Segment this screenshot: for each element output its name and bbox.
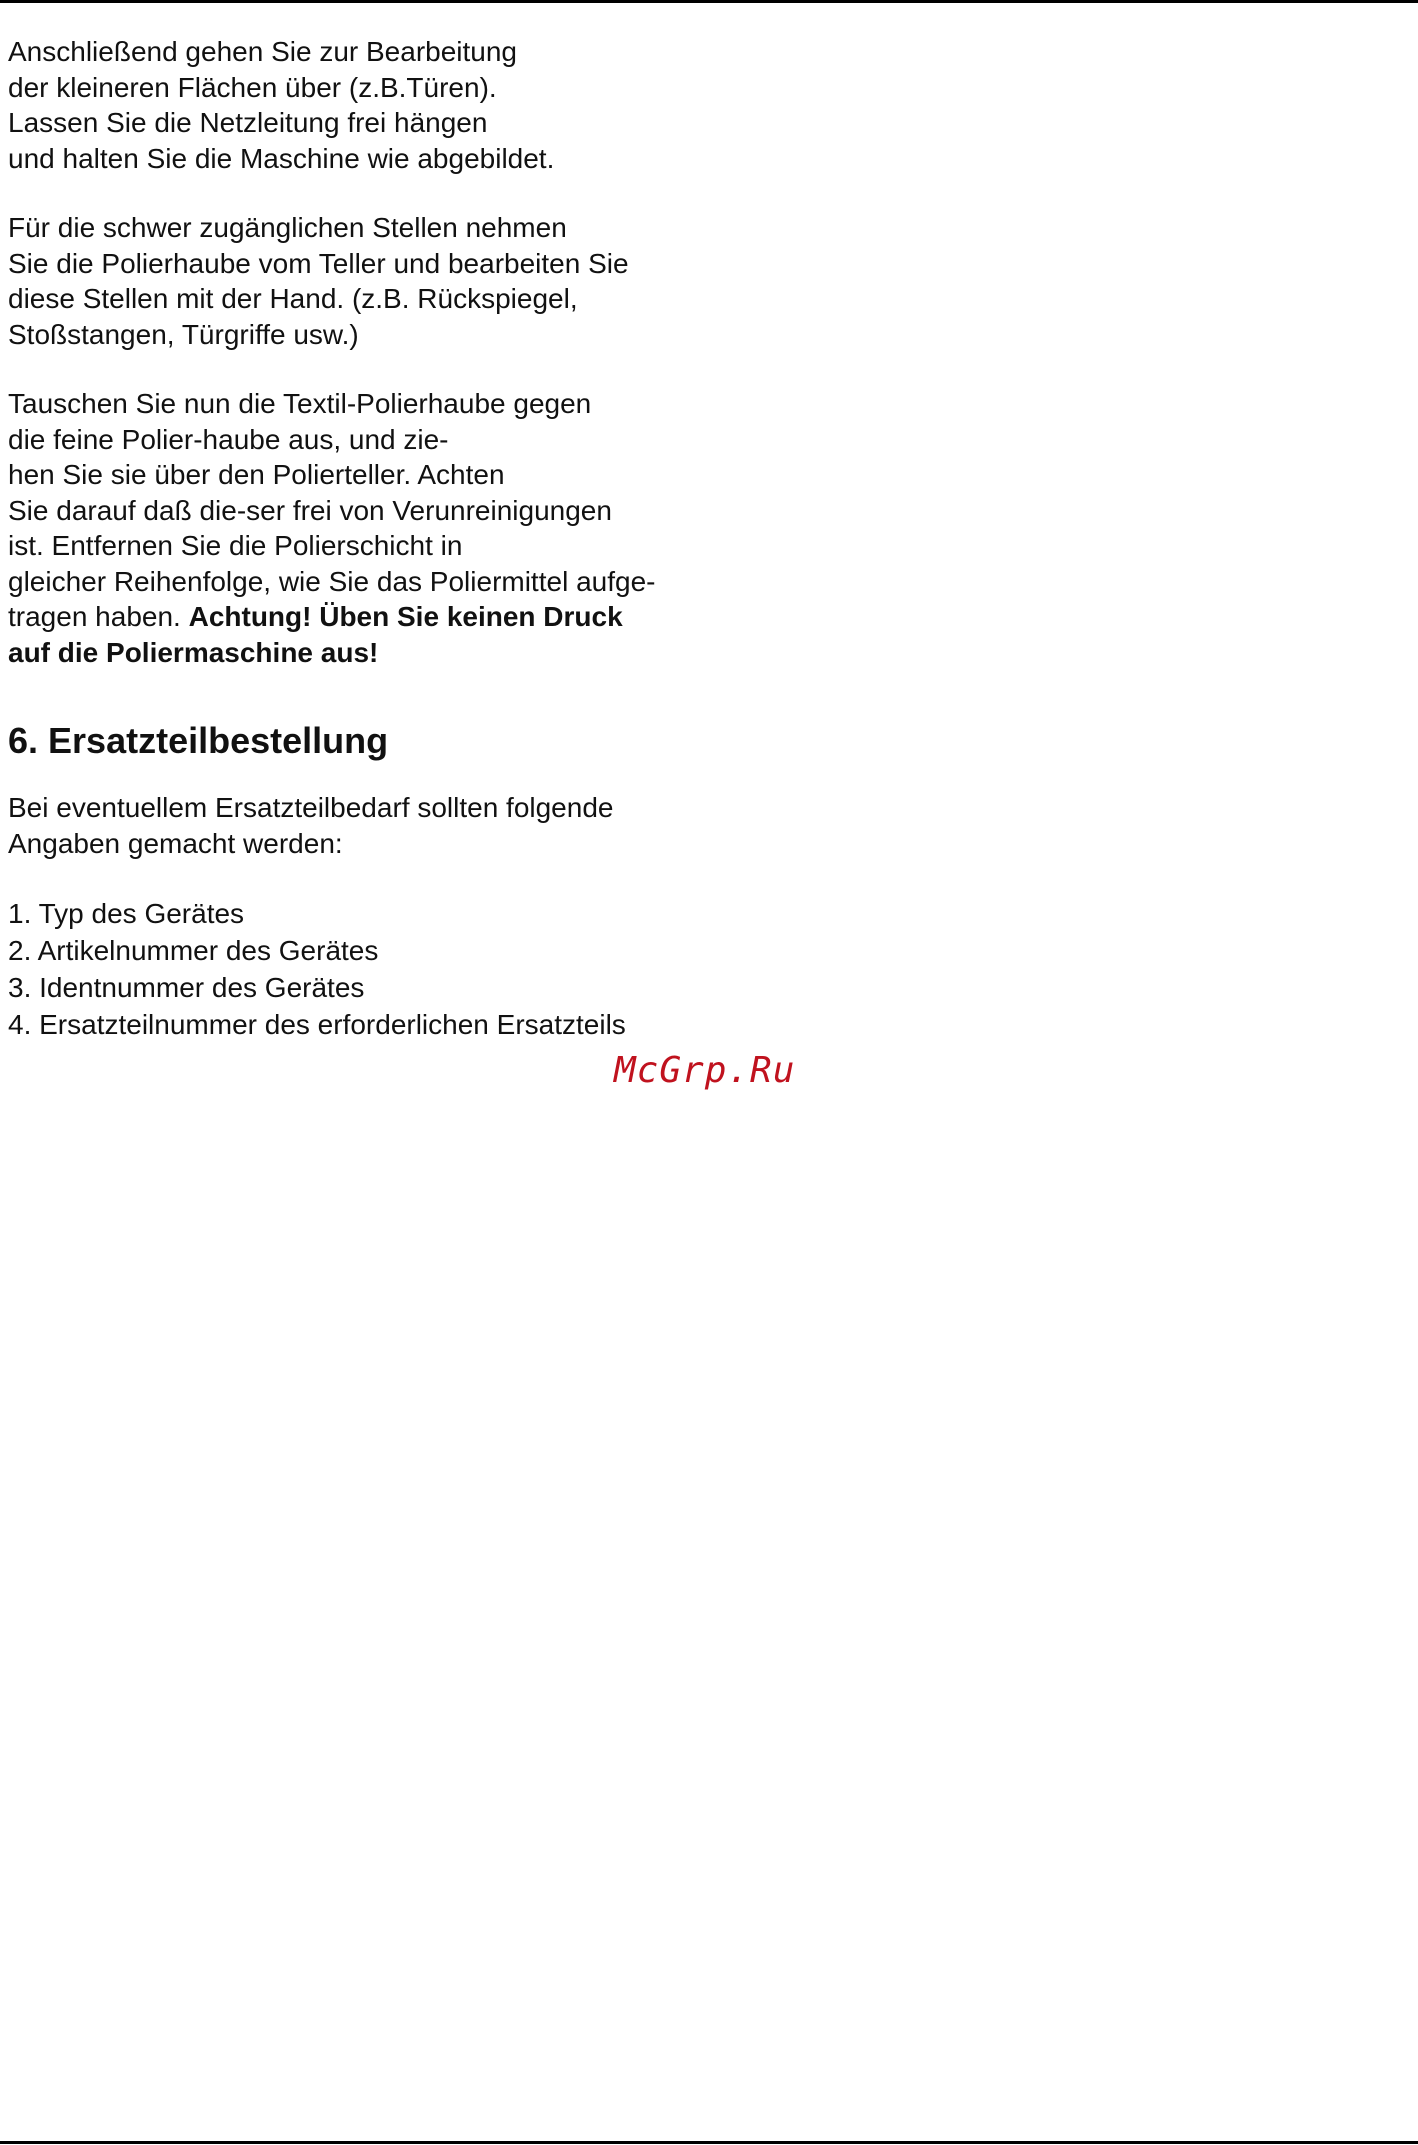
warning-text: auf die Poliermaschine aus! <box>8 636 379 668</box>
list-item: 2. Artikelnummer des Gerätes <box>8 935 379 966</box>
top-rule <box>0 0 1418 3</box>
text-line: Angaben gemacht werden: <box>8 827 343 859</box>
bottom-rule <box>0 2141 1418 2144</box>
text-line-with-warning <box>8 599 768 635</box>
text-line: Lassen Sie die Netzleitung frei hängen <box>8 107 488 138</box>
watermark-logo: McGrp.Ru <box>614 1050 796 1091</box>
text-line: der kleineren Flächen über (z.B.Türen). <box>8 71 497 103</box>
text-line: Tauschen Sie nun die Textil-Polierhaube gegen <box>8 388 592 419</box>
spare-part-info-list <box>8 895 768 1043</box>
list-item: 4. Ersatzteilnummer des erforderlichen Ersatzteils <box>8 1009 626 1040</box>
text-line: Stoßstangen, Türgriffe usw.) <box>8 318 359 350</box>
list-item: 3. Identnummer des Gerätes <box>8 972 365 1003</box>
paragraph-hard-to-reach-areas <box>8 210 768 352</box>
text-line: Anschließend gehen Sie zur Bearbeitung <box>8 36 518 67</box>
section-heading: 6. Ersatzteilbestellung <box>8 720 389 761</box>
section-intro <box>8 790 768 861</box>
text-line: Sie die Polierhaube vom Teller und bearbeiten Sie <box>8 247 629 279</box>
document-body <box>8 34 768 1043</box>
text-line: Für die schwer zugänglichen Stellen nehmen <box>8 212 567 243</box>
text-line: Sie darauf daß die-ser frei von Verunreinigungen <box>8 494 612 526</box>
warning-text: Achtung! Üben Sie keinen Druck <box>188 601 623 632</box>
text-line: ist. Entfernen Sie die Polierschicht in <box>8 530 463 561</box>
paragraph-processing-small-surfaces <box>8 34 768 176</box>
text-line: die feine Polier-haube aus, und zie- <box>8 423 449 455</box>
text-line: Bei eventuellem Ersatzteilbedarf sollten folgende <box>8 792 614 823</box>
text-line: hen Sie sie über den Polierteller. Achten <box>8 459 505 490</box>
list-item: 1. Typ des Gerätes <box>8 898 245 929</box>
text-line: gleicher Reihenfolge, wie Sie das Poliermittel aufge- <box>8 565 656 597</box>
paragraph-change-polishing-bonnet <box>8 386 768 670</box>
text-segment: tragen haben. <box>8 601 189 632</box>
text-line: diese Stellen mit der Hand. (z.B. Rückspiegel, <box>8 283 578 314</box>
text-line: und halten Sie die Maschine wie abgebildet. <box>8 142 555 174</box>
